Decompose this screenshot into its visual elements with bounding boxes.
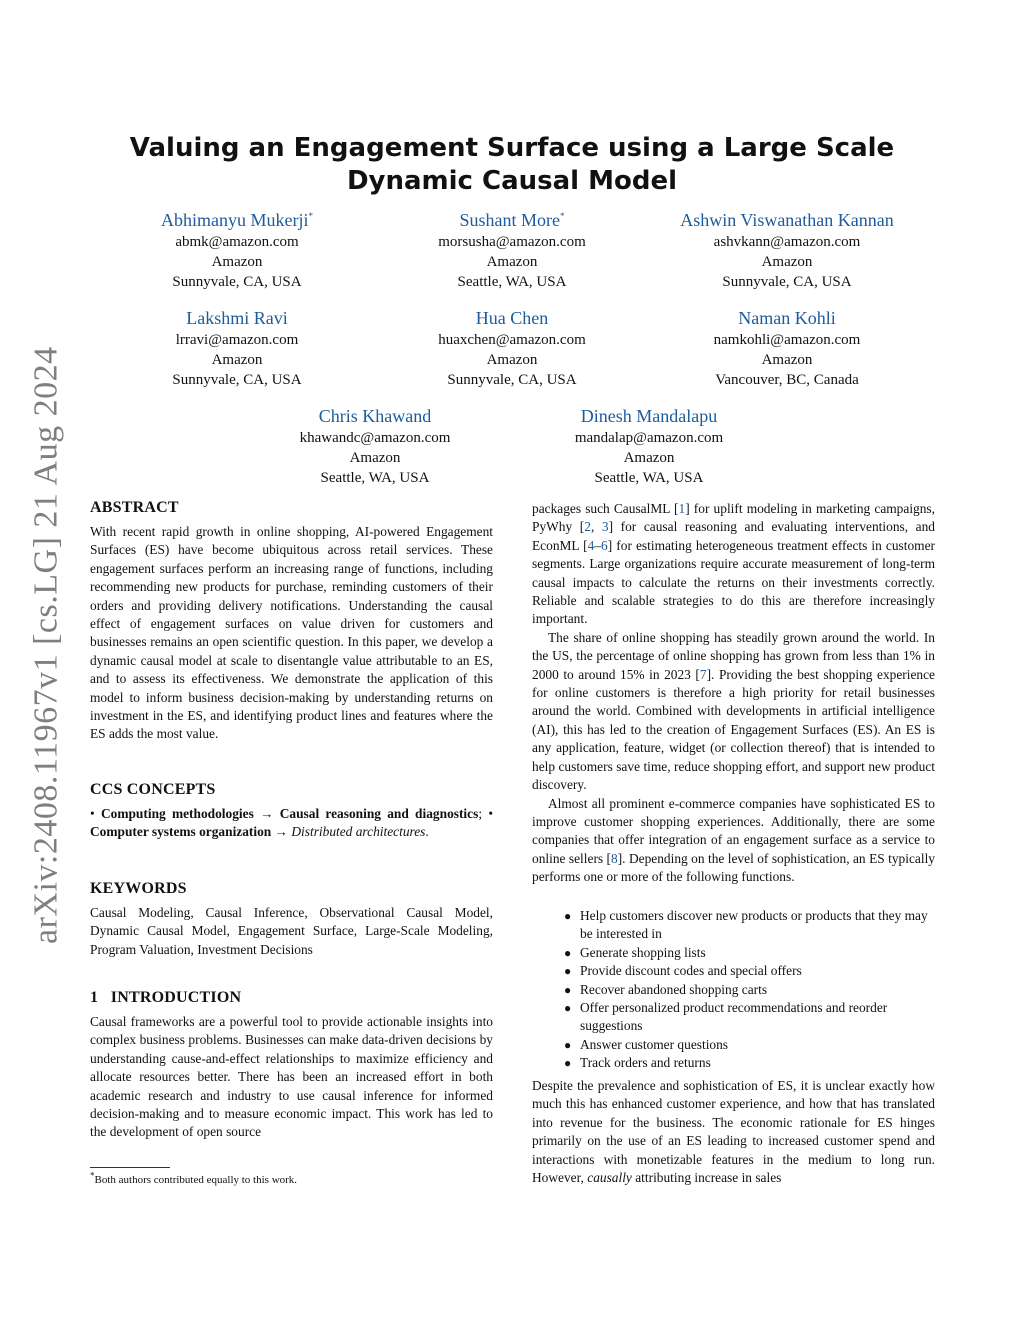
author-email: ashvkann@amazon.com [713,234,861,250]
list-item: ● Track orders and returns [560,1054,936,1072]
citation-link[interactable]: 2 [584,519,591,535]
citation-link[interactable]: 3 [601,519,609,535]
author-block [112,306,362,390]
author-email: namkohli@amazon.com [713,332,861,348]
author-org: Amazon [486,254,538,270]
author-email: lrravi@amazon.com [175,332,299,348]
ccs-concepts [90,805,493,842]
author-block [662,306,912,390]
bullet-icon: ● [564,982,572,997]
list-item: ● Generate shopping lists [560,944,936,962]
author-location: Seattle, WA, USA [594,470,704,486]
bullet-icon: ● [564,1001,572,1016]
bullet-icon: ● [564,1056,572,1071]
intro-paragraph: Causal frameworks are a powerful tool to provide actionable insights into complex business problems. Businesses can make data-driven decisions by understanding cause-and-effect relationships to maximize efficiency and allocate resources better. There has been an increased effort in both academic research and industry to use causal inference for informed decision-making and to measure economic impact. This work has led to the development of open source [90,1014,493,1140]
author-email: morsusha@amazon.com [438,234,586,250]
citation-link[interactable]: 8 [611,850,618,866]
citation-link[interactable]: 6 [601,537,608,553]
author-org: Amazon [761,254,813,270]
author-location: Vancouver, BC, Canada [715,372,859,388]
author-org: Amazon [761,352,813,368]
author-email: abmk@amazon.com [175,234,299,250]
author-location: Sunnyvale, CA, USA [172,274,302,290]
ccs-heading: CCS CONCEPTS [90,781,216,798]
author-name[interactable]: Lakshmi Ravi [186,308,288,328]
author-org: Amazon [486,352,538,368]
keywords-paragraph: Causal Modeling, Causal Inference, Observational Causal Model, Dynamic Causal Model, Engagement Surface, Large-Scale Modeling, Program Valuation, Investment Decisions [90,905,493,957]
author-org: Amazon [623,450,675,466]
author-location: Seattle, WA, USA [457,274,567,290]
author-name[interactable]: Abhimanyu Mukerji* [161,210,313,230]
author-block [524,404,774,488]
keywords-heading: KEYWORDS [90,880,187,897]
list-item: ● Recover abandoned shopping carts [560,981,936,999]
paper-title: Valuing an Engagement Surface using a Large Scale Dynamic Causal Model [129,133,895,196]
author-name[interactable]: Chris Khawand [318,406,432,426]
footnote: *Both authors contributed equally to this work. [90,1170,298,1186]
author-block [250,404,500,488]
author-block [112,208,362,292]
author-email: khawandc@amazon.com [299,430,451,446]
bullet-icon: ● [564,945,572,960]
intro-paragraph: packages such CausalML [1] for uplift modeling in marketing campaigns, PyWhy [2, 3] for causal reasoning and evaluating interventions, and EconML [4–6] for estimating heterogeneous treatment effects in customer segments. Large organizations require accurate measurement of long-term causal impacts to calculate the returns on their investments correctly. Reliable and scalable strategies to do this are therefore increasingly important. [532,501,935,627]
author-name[interactable]: Ashwin Viswanathan Kannan [680,210,894,230]
list-item: ● Offer personalized product recommendations and reorder suggestions [564,1000,888,1034]
introduction-right [532,500,935,887]
intro-paragraph: Despite the prevalence and sophistication of ES, it is unclear exactly how much this has enhanced customer experience, and how that has translated into revenue for the business. The economic rationale for ES hinges primarily on the use of an ES leading to increased customer spend and interactions with monetizable features in the medium to long run. However, causally attributing increase in sales [532,1078,935,1186]
introduction-right-continued [532,1077,935,1187]
footnote-divider [90,1167,170,1168]
bullet-icon: ● [564,964,572,979]
keywords [90,904,493,959]
author-org: Amazon [211,254,263,270]
author-location: Sunnyvale, CA, USA [722,274,852,290]
abstract-heading: ABSTRACT [90,499,179,516]
citation-link[interactable]: 1 [678,501,686,516]
intro-paragraph: The share of online shopping has steadily grown around the world. In the US, the percentage of online shopping has grown from less than 1% in 2000 to around 15% in 2023 [7]. Providing the best shopping experience for online customers is therefore a high priority for retail businesses around the world. Combined with developments in artificial intelligence (AI), this has led to the creation of Engagement Surfaces (ES). An ES is any application, feature, widget (or collection thereof) that is intended to help customers save time, reduce shopping effort, and support new product discovery. [532,629,935,793]
abstract-text [90,523,493,744]
author-name[interactable]: Hua Chen [475,308,549,328]
author-email: mandalap@amazon.com [574,430,724,446]
author-location: Sunnyvale, CA, USA [447,372,577,388]
author-location: Sunnyvale, CA, USA [172,372,302,388]
citation-link[interactable]: 4 [587,537,595,553]
bullet-icon: ● [564,909,572,923]
introduction-left [90,1013,493,1142]
author-org: Amazon [349,450,401,466]
author-block [387,208,637,292]
author-block [387,306,637,390]
author-block [642,208,932,292]
author-email: huaxchen@amazon.com [438,332,586,348]
es-functions-list [560,907,936,1073]
ccs-paragraph: • Computing methodologies → Causal reasoning and diagnostics; • Computer systems organization → Distributed architectures. [90,806,494,840]
list-item: ● Answer customer questions [560,1036,936,1054]
author-location: Seattle, WA, USA [320,470,430,486]
author-name[interactable]: Naman Kohli [738,308,836,328]
abstract-paragraph: With recent rapid growth in online shopping, AI-powered Engagement Surfaces (ES) have become ubiquitous across retail services. These engagement surfaces perform an increasing range of functions, including recommending new products for purchase, reminding customers of their orders and providing delivery notifications. Understanding the causal effect of engagement surfaces on value driven for customers and businesses remains an open scientific question. In this paper, we develop a dynamic causal model at scale to disentangle value attributable to an ES, and to assess its effectiveness. We demonstrate the application of this model to inform business decision-making by understanding returns on investment in the ES, and identifying product lines and features where the ES adds the most value. [90,524,493,742]
bullet-icon: ● [564,1037,572,1052]
list-item: ● Help customers discover new products or products that they may be interested in [564,908,928,942]
list-item: ● Provide discount codes and special offers [560,962,936,980]
intro-paragraph: Almost all prominent e-commerce companies have sophisticated ES to improve customer shopping experiences. Additionally, there are some companies that offer integration of an engagement surface as a service to online sellers [8]. Depending on the level of sophistication, an ES typically performs one or more of the following functions. [532,795,935,885]
author-org: Amazon [211,352,263,368]
author-name[interactable]: Dinesh Mandalapu [580,406,718,426]
arxiv-identifier: arXiv:2408.11967v1 [cs.LG] 21 Aug 2024 [27,346,65,944]
introduction-heading: 1 INTRODUCTION [90,989,242,1006]
author-name[interactable]: Sushant More* [459,210,565,230]
citation-link[interactable]: 7 [699,666,707,682]
